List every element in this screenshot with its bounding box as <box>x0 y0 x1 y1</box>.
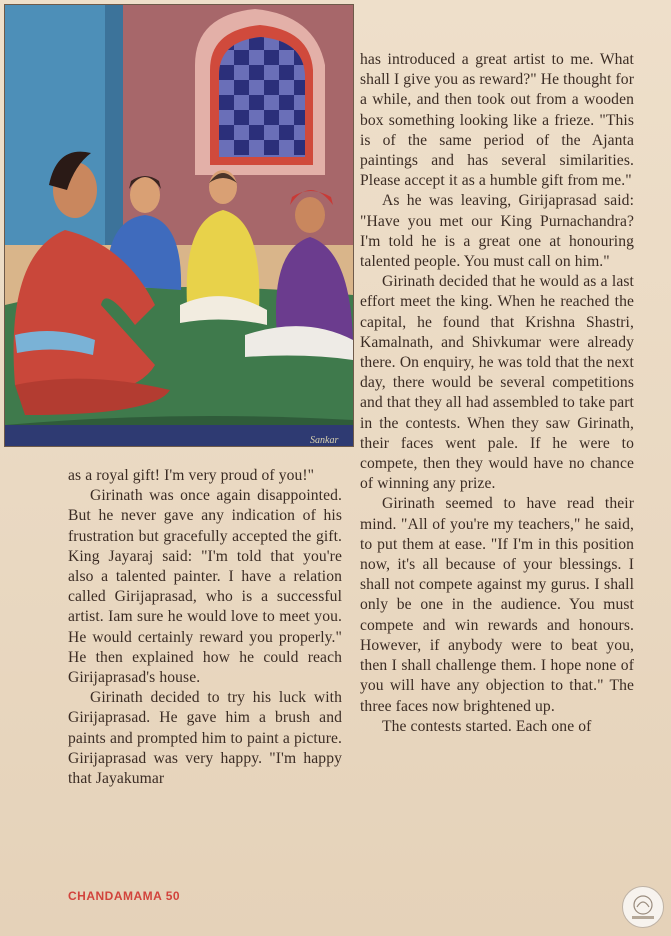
left-paragraph-3: Girinath decided to try his luck with Girijaprasad. He gave him a brush and paints and prompted him to paint a picture. Girijaprasad was very happy. "I'm happy that Jayakumar <box>68 689 342 788</box>
magazine-name: CHANDAMAMA <box>68 889 162 903</box>
page-footer <box>68 889 180 903</box>
left-paragraph-1: as a royal gift! I'm very proud of you!" <box>68 467 315 484</box>
right-paragraph-1: has introduced a great artist to me. What shall I give you as reward?" He thought for a while, and then took out from a wooden box something looking like a frieze. "This is of the same period of the Ajanta paintings and has several similarities. Please accept it as a humble gift from me." <box>360 51 634 190</box>
page-number: 50 <box>165 889 181 903</box>
left-text-column <box>68 466 342 789</box>
right-text-column <box>360 50 634 737</box>
left-paragraph-2: Girinath was once again disappointed. But he never gave any indication of his frustration but gracefully accepted the gift. King Jayaraj said: "I'm told that you're also a talented painter. I have a relation called Girijaprasad, who is a successful artist. Iam sure he would love to meet you. He would certainly reward you properly." He then explained how he could reach Girijaprasad's house. <box>68 487 342 687</box>
right-paragraph-4: Girinath seemed to have read their mind. "All of you're my teachers," he said, to put them at ease. "If I'm in this position now, it's all because of your blessings. I shall not compete against my gurus. I shall only be one in the audience. You must compete and win rewards and honours. However, if anybody were to beat you, then I shall challenge them. I hope none of you will have any objection to that." The three faces now brightened up. <box>360 495 634 715</box>
story-illustration <box>4 4 354 447</box>
right-paragraph-3: Girinath decided that he would as a last effort meet the king. When he reached the capital, he found that Krishna Shastri, Kamalnath, and Shivkumar were already there. On enquiry, he was told that the next day, there would be several competitions and that they all had assembled to take part in the contests. When they saw Girinath, their faces went pale. If he were to compete, then they would have no chance of winning any prize. <box>360 273 634 493</box>
right-paragraph-2: As he was leaving, Girijaprasad said: "Have you met our King Purnachandra? I'm told he is a great one at honouring talented people. You must call on him." <box>360 192 634 271</box>
illustration-signature: Sankar <box>310 435 339 446</box>
right-paragraph-5: The contests started. Each one of <box>382 717 592 735</box>
watermark-logo <box>622 886 664 928</box>
watermark-icon <box>623 887 663 927</box>
illustration-scene-icon <box>5 5 353 446</box>
